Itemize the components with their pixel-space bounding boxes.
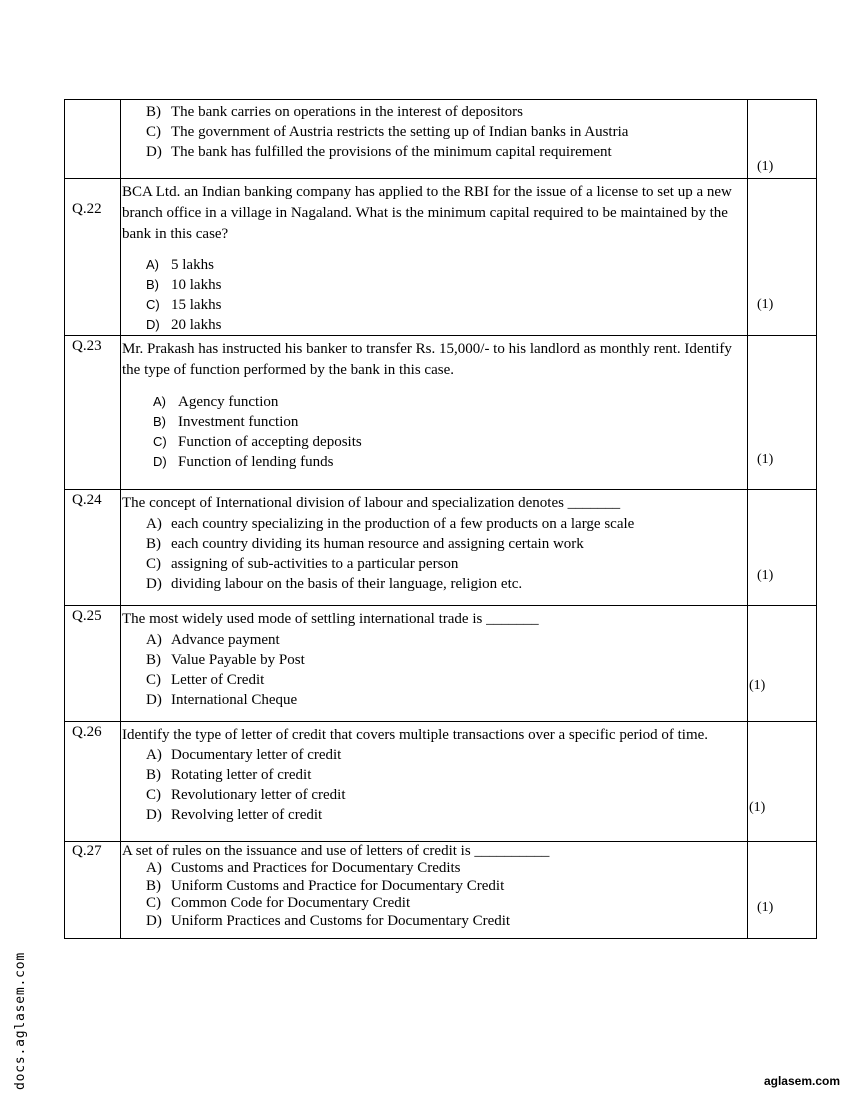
option-item (146, 554, 747, 574)
option-item (146, 690, 747, 710)
option-text: Documentary letter of credit (171, 747, 342, 763)
option-letter: C) (146, 297, 160, 312)
question-number-cell (65, 722, 121, 842)
option-list (121, 245, 747, 335)
question-body-cell (121, 722, 748, 842)
option-item (146, 895, 747, 913)
option-item (146, 102, 747, 122)
marks-cell (748, 490, 817, 606)
option-list (121, 745, 747, 825)
question-number: Q.27 (72, 843, 102, 859)
option-item (146, 805, 747, 825)
marks-cell (748, 336, 817, 490)
question-body-cell (121, 179, 748, 336)
option-letter: C) (146, 124, 161, 140)
table-row (65, 336, 817, 490)
option-text: Value Payable by Post (171, 652, 305, 668)
option-item (146, 765, 747, 785)
option-letter: A) (146, 632, 162, 648)
option-text: Rotating letter of credit (171, 767, 312, 783)
option-text: each country specializing in the production of a few products on a large scale (171, 516, 635, 532)
option-item (146, 534, 747, 554)
question-body-cell (121, 842, 748, 939)
marks-cell (748, 179, 817, 336)
option-text: each country dividing its human resource and assigning certain work (171, 536, 584, 552)
option-letter: B) (146, 536, 161, 552)
option-text: 20 lakhs (171, 317, 222, 333)
option-list (121, 860, 747, 930)
option-letter: D) (146, 912, 162, 929)
option-text: Uniform Customs and Practice for Documentary Credit (171, 877, 505, 894)
option-letter: C) (146, 672, 161, 688)
question-number: Q.22 (72, 201, 102, 217)
option-letter: B) (146, 767, 161, 783)
option-text: dividing labour on the basis of their language, religion etc. (171, 576, 523, 592)
option-item (146, 860, 747, 878)
table-row (65, 842, 817, 939)
marks-label: (1) (757, 900, 774, 915)
option-letter: D) (146, 317, 160, 332)
marks-cell (748, 842, 817, 939)
option-text: 10 lakhs (171, 277, 222, 293)
question-body-cell (121, 336, 748, 490)
question-text: The concept of International division of labour and specialization denotes _______ (122, 495, 621, 511)
option-letter: D) (146, 692, 162, 708)
option-letter: C) (146, 787, 161, 803)
option-letter: B) (146, 104, 161, 120)
marks-cell (748, 722, 817, 842)
question-text: Identify the type of letter of credit that covers multiple transactions over a specific period of time. (122, 727, 709, 743)
marks-label: (1) (757, 452, 774, 467)
option-text: Revolving letter of credit (171, 807, 323, 823)
option-text: Common Code for Documentary Credit (171, 895, 411, 911)
option-letter: D) (153, 454, 167, 469)
question-body-cell (121, 606, 748, 722)
option-letter: D) (146, 807, 162, 823)
question-text: The most widely used mode of settling international trade is _______ (122, 611, 539, 627)
option-letter: C) (146, 895, 161, 911)
table-row (65, 490, 817, 606)
option-text: 5 lakhs (171, 257, 214, 273)
side-watermark-url: docs.aglasem.com (13, 951, 28, 1090)
question-number-cell (65, 490, 121, 606)
option-item (146, 275, 747, 295)
option-text: Customs and Practices for Documentary Credits (171, 860, 461, 876)
question-number: Q.26 (72, 724, 102, 740)
option-letter: A) (153, 394, 166, 409)
option-item (153, 452, 747, 472)
option-text: Function of accepting deposits (178, 434, 362, 450)
option-item (146, 514, 747, 534)
option-text: The bank has fulfilled the provisions of the minimum capital requirement (171, 144, 612, 160)
question-body-cell (121, 100, 748, 179)
question-number-cell (65, 179, 121, 336)
option-text: 15 lakhs (171, 297, 222, 313)
option-item (146, 785, 747, 805)
option-item (146, 142, 747, 162)
question-number: Q.24 (72, 492, 102, 508)
question-body-cell (121, 490, 748, 606)
option-letter: A) (146, 860, 162, 876)
option-item (146, 295, 747, 315)
question-number: Q.23 (72, 338, 102, 354)
question-number-cell (65, 606, 121, 722)
option-letter: B) (146, 652, 161, 668)
option-letter: D) (146, 576, 162, 592)
option-item (146, 650, 747, 670)
option-item (146, 630, 747, 650)
option-text: Agency function (178, 394, 279, 410)
question-text: Mr. Prakash has instructed his banker to transfer Rs. 15,000/- to his landlord as monthly rent. Identify the type of function performed by the bank in this case. (122, 341, 732, 378)
option-item (146, 745, 747, 765)
option-item (146, 878, 747, 896)
option-text: Uniform Practices and Customs for Documentary Credit (171, 912, 511, 929)
option-text: The government of Austria restricts the setting up of Indian banks in Austria (171, 124, 629, 140)
option-text: assigning of sub-activities to a particular person (171, 556, 459, 572)
option-item (146, 670, 747, 690)
option-text: The bank carries on operations in the interest of depositors (171, 104, 523, 120)
option-letter: B) (146, 877, 161, 894)
option-list (121, 381, 747, 472)
table-row (65, 100, 817, 179)
table-row (65, 606, 817, 722)
marks-label: (1) (757, 568, 774, 583)
option-letter: B) (153, 414, 166, 429)
option-letter: A) (146, 257, 159, 272)
option-letter: D) (146, 144, 162, 160)
option-item (153, 432, 747, 452)
questions-table (64, 99, 817, 939)
question-number-cell (65, 100, 121, 179)
option-letter: A) (146, 747, 162, 763)
option-item (146, 255, 747, 275)
option-text: Function of lending funds (178, 454, 334, 470)
question-text: A set of rules on the issuance and use of letters of credit is __________ (122, 843, 550, 859)
marks-label: (1) (757, 159, 774, 174)
marks-label: (1) (749, 800, 766, 815)
question-number-cell (65, 336, 121, 490)
option-text: Revolutionary letter of credit (171, 787, 346, 803)
table-row (65, 722, 817, 842)
option-letter: C) (153, 434, 167, 449)
option-item (146, 315, 747, 335)
marks-cell (748, 606, 817, 722)
option-item (146, 913, 747, 931)
option-list (121, 630, 747, 710)
option-text: Investment function (178, 414, 299, 430)
question-text: BCA Ltd. an Indian banking company has applied to the RBI for the issue of a license to set up a new branch office in a village in Nagaland. What is the minimum capital required to be maintained by the bank in this case? (122, 184, 732, 242)
option-item (146, 122, 747, 142)
option-letter: B) (146, 277, 159, 292)
option-item (146, 574, 747, 594)
marks-label: (1) (749, 678, 766, 693)
option-letter: A) (146, 516, 162, 532)
option-item (153, 392, 747, 412)
question-number: Q.25 (72, 608, 102, 624)
option-list (121, 100, 747, 162)
option-text: International Cheque (171, 692, 298, 708)
footer-brand: aglasem.com (763, 1074, 840, 1088)
option-text: Letter of Credit (171, 672, 265, 688)
question-number-cell (65, 842, 121, 939)
option-text: Advance payment (171, 632, 280, 648)
option-list (121, 514, 747, 594)
option-item (153, 412, 747, 432)
marks-label: (1) (757, 297, 774, 312)
option-letter: C) (146, 556, 161, 572)
marks-cell (748, 100, 817, 179)
table-row (65, 179, 817, 336)
